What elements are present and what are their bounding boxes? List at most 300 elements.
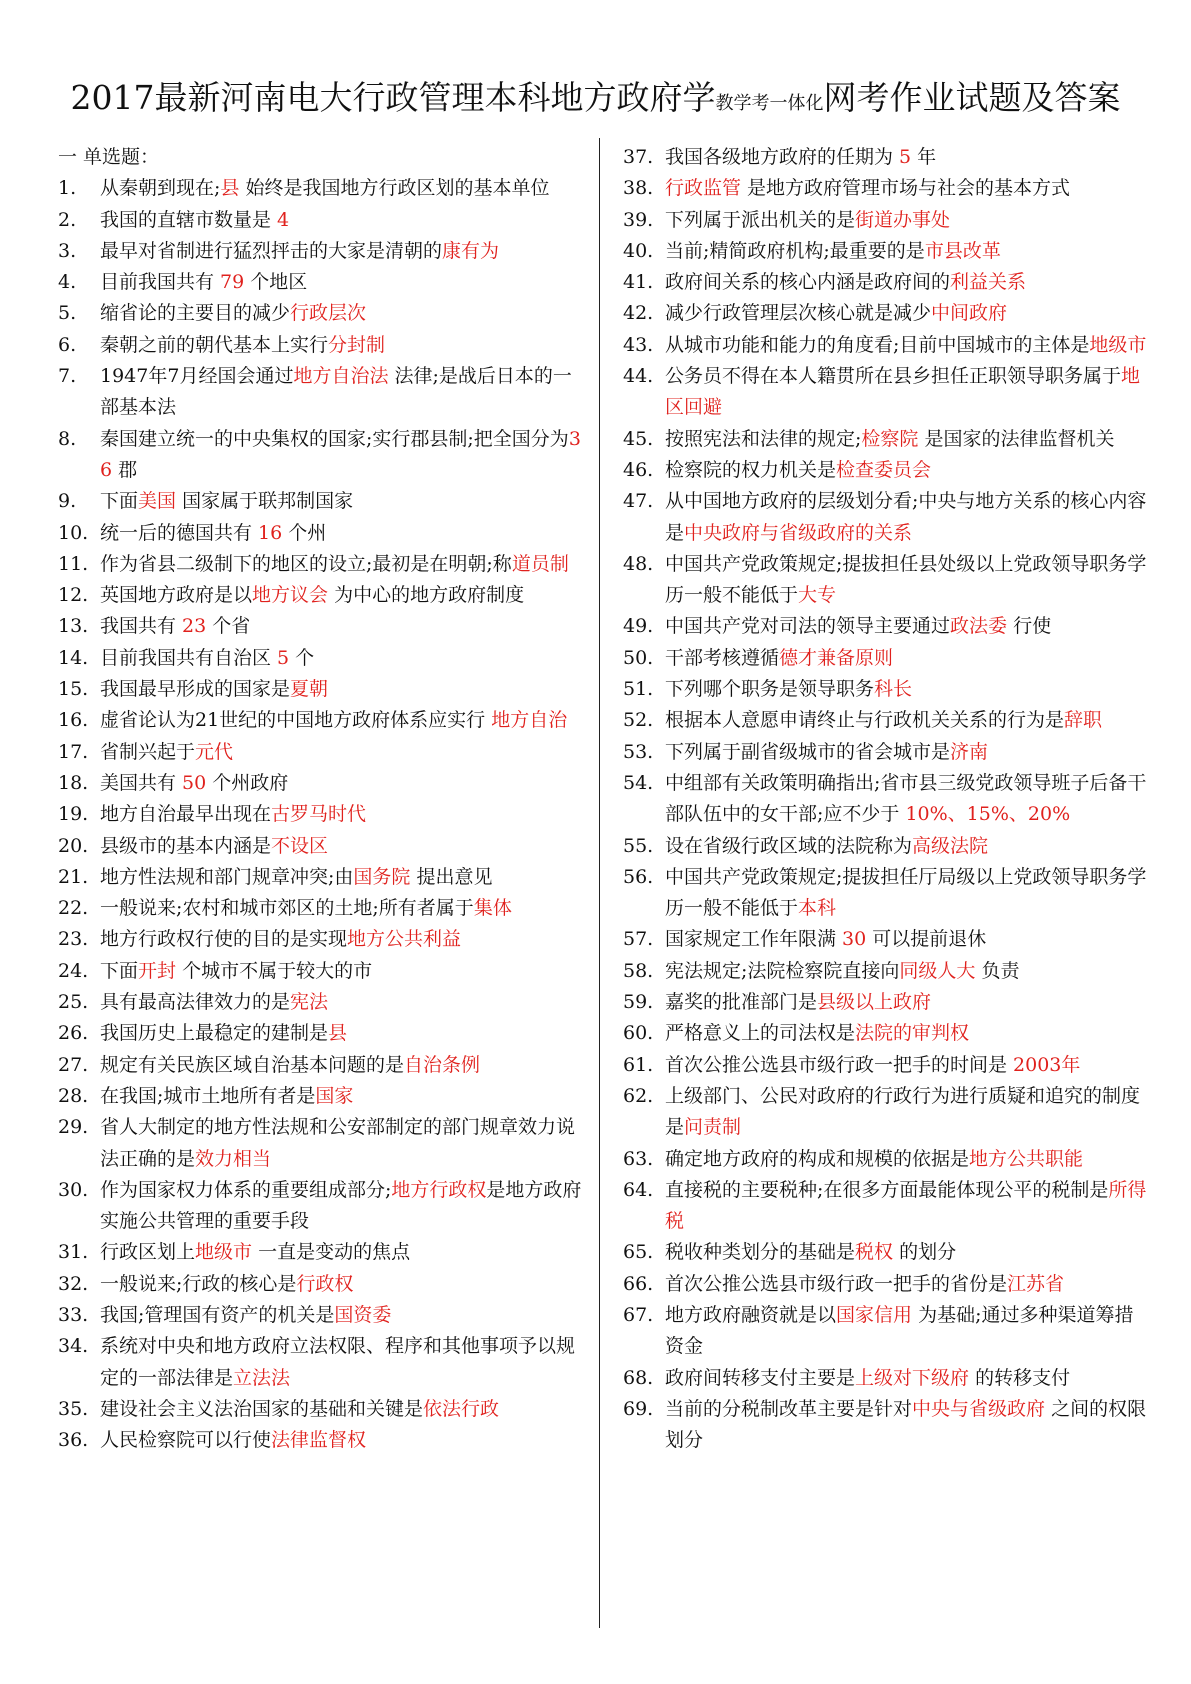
answer-text: 同级人大 bbox=[899, 959, 976, 982]
prompt-text: 检察院的权力机关是 bbox=[665, 458, 837, 481]
question-text bbox=[665, 455, 1148, 486]
question-item bbox=[623, 924, 1148, 955]
prompt-text: 个城市不属于较大的市 bbox=[176, 959, 373, 982]
question-item bbox=[623, 1081, 1148, 1144]
question-number: 37. bbox=[623, 146, 654, 168]
question-number: 41. bbox=[623, 271, 654, 294]
question-text bbox=[100, 1269, 583, 1300]
prompt-text: 人民检察院可以行使 bbox=[100, 1429, 272, 1452]
question-number: 39. bbox=[623, 208, 654, 231]
question-item bbox=[58, 1300, 583, 1331]
question-number: 63. bbox=[623, 1147, 654, 1170]
question-number: 52. bbox=[623, 709, 654, 732]
question-item bbox=[623, 1018, 1148, 1049]
prompt-text: 虚省论认为21世纪的中国地方政府体系应实行 bbox=[100, 709, 492, 732]
prompt-text: 地方政府融资就是以 bbox=[665, 1303, 837, 1326]
question-item bbox=[623, 455, 1148, 486]
question-item bbox=[623, 1363, 1148, 1394]
answer-text: 美国 bbox=[138, 490, 177, 513]
question-text bbox=[100, 486, 583, 517]
question-text bbox=[100, 580, 583, 611]
answer-text: 79 bbox=[220, 271, 245, 294]
question-number: 33. bbox=[58, 1303, 89, 1326]
question-item bbox=[623, 1269, 1148, 1300]
answer-text: 国务院 bbox=[353, 865, 411, 888]
question-number: 43. bbox=[623, 333, 654, 356]
question-text bbox=[100, 674, 583, 705]
question-text bbox=[665, 1363, 1148, 1394]
question-number: 5. bbox=[58, 302, 77, 325]
question-number: 28. bbox=[58, 1084, 89, 1107]
question-number: 44. bbox=[623, 365, 654, 388]
answer-text: 地方行政权 bbox=[391, 1178, 487, 1201]
prompt-text: 公务员不得在本人籍贯所在县乡担任正职领导职务属于 bbox=[665, 365, 1122, 388]
question-text bbox=[665, 643, 1148, 674]
question-text bbox=[100, 831, 583, 862]
question-item bbox=[58, 1112, 583, 1175]
prompt-text: 行政区划上 bbox=[100, 1241, 196, 1264]
question-text bbox=[100, 330, 583, 361]
question-text bbox=[100, 956, 583, 987]
question-item bbox=[58, 1331, 583, 1394]
question-number: 1. bbox=[58, 177, 77, 200]
prompt-text: 从城市功能和能力的角度看;目前中国城市的主体是 bbox=[665, 333, 1090, 356]
answer-text: 集体 bbox=[473, 897, 512, 920]
question-number: 19. bbox=[58, 803, 89, 826]
question-text bbox=[100, 987, 583, 1018]
answer-text: 高级法院 bbox=[912, 834, 989, 857]
question-number: 18. bbox=[58, 771, 89, 794]
answer-text: 地方公共利益 bbox=[347, 928, 462, 951]
question-text bbox=[665, 173, 1148, 204]
question-number: 36. bbox=[58, 1429, 89, 1452]
question-number: 21. bbox=[58, 865, 89, 888]
prompt-text: 一般说来;行政的核心是 bbox=[100, 1272, 297, 1295]
title-subscript: 教学考一体化 bbox=[715, 93, 824, 114]
question-number: 6. bbox=[58, 333, 77, 356]
prompt-text: 下列属于派出机关的是 bbox=[665, 208, 856, 231]
question-text bbox=[665, 611, 1148, 642]
prompt-text: 年 bbox=[911, 146, 937, 168]
question-number: 11. bbox=[58, 552, 89, 575]
answer-text: 地级市 bbox=[195, 1241, 253, 1264]
answer-text: 50 bbox=[182, 771, 207, 794]
question-number: 69. bbox=[623, 1397, 654, 1420]
prompt-text: 地方性法规和部门规章冲突;由 bbox=[100, 865, 354, 888]
right-question-list bbox=[623, 142, 1148, 1456]
question-item bbox=[623, 956, 1148, 987]
question-item bbox=[623, 486, 1148, 549]
answer-text: 行政监管 bbox=[665, 177, 742, 200]
title-main-after: 网考作业试题及答案 bbox=[823, 78, 1121, 117]
prompt-text: 秦朝之前的朝代基本上实行 bbox=[100, 333, 329, 356]
prompt-text: 中国共产党政策规定;提拔担任县处级以上党政领导职务学历一般不能低于 bbox=[665, 552, 1147, 607]
answer-text: 夏朝 bbox=[290, 678, 329, 701]
right-column bbox=[623, 142, 1148, 1456]
answer-text: 江苏省 bbox=[1007, 1272, 1065, 1295]
prompt-text: 可以提前退休 bbox=[866, 928, 987, 951]
question-number: 60. bbox=[623, 1022, 654, 1045]
question-number: 16. bbox=[58, 709, 89, 732]
question-text bbox=[665, 1269, 1148, 1300]
answer-text: 县 bbox=[220, 177, 240, 200]
prompt-text: 个州 bbox=[282, 521, 327, 544]
prompt-text: 中组部有关政策明确指出;省市县三级党政领导班子后备干部队伍中的女干部;应不少于 bbox=[665, 771, 1147, 826]
question-number: 25. bbox=[58, 991, 89, 1014]
question-text bbox=[100, 1081, 583, 1112]
question-item bbox=[58, 1237, 583, 1268]
prompt-text: 我国的直辖市数量是 bbox=[100, 208, 278, 231]
answer-text: 检查委员会 bbox=[836, 458, 932, 481]
prompt-text: 从秦朝到现在; bbox=[100, 177, 221, 200]
question-number: 65. bbox=[623, 1241, 654, 1264]
prompt-text: 确定地方政府的构成和规模的依据是 bbox=[665, 1147, 970, 1170]
prompt-text: 作为国家权力体系的重要组成部分; bbox=[100, 1178, 392, 1201]
prompt-text: 中国共产党对司法的领导主要通过 bbox=[665, 615, 951, 638]
prompt-text: 下面 bbox=[100, 959, 139, 982]
question-text bbox=[100, 924, 583, 955]
prompt-text: 中国共产党政策规定;提拔担任厅局级以上党政领导职务学历一般不能低于 bbox=[665, 865, 1147, 920]
question-number: 54. bbox=[623, 771, 654, 794]
prompt-text: 作为省县二级制下的地区的设立;最初是在明朝;称 bbox=[100, 552, 512, 575]
answer-text: 地方自治法 bbox=[293, 365, 389, 388]
question-item bbox=[623, 267, 1148, 298]
prompt-text: 是国家的法律监督机关 bbox=[918, 427, 1115, 450]
prompt-text: 法律;是战后日本的一部基本法 bbox=[100, 365, 572, 419]
question-item bbox=[58, 737, 583, 768]
prompt-text: 下列属于副省级城市的省会城市是 bbox=[665, 740, 951, 763]
question-text bbox=[100, 298, 583, 329]
question-item bbox=[623, 236, 1148, 267]
prompt-text: 县级市的基本内涵是 bbox=[100, 834, 272, 857]
answer-text: 36 bbox=[100, 427, 581, 481]
answer-text: 立法法 bbox=[233, 1366, 291, 1389]
prompt-text: 直接税的主要税种;在很多方面最能体现公平的税制是 bbox=[665, 1178, 1109, 1201]
question-text bbox=[665, 142, 1148, 173]
question-number: 9. bbox=[58, 490, 77, 513]
question-number: 31. bbox=[58, 1241, 89, 1264]
question-item bbox=[58, 831, 583, 862]
prompt-text: 下面 bbox=[100, 490, 139, 513]
question-item bbox=[623, 737, 1148, 768]
prompt-text: 国家属于联邦制国家 bbox=[176, 490, 354, 513]
question-item bbox=[623, 1237, 1148, 1268]
answer-text: 济南 bbox=[950, 740, 989, 763]
prompt-text: 根据本人意愿申请终止与行政机关关系的行为是 bbox=[665, 709, 1065, 732]
question-item bbox=[58, 518, 583, 549]
question-item bbox=[623, 1300, 1148, 1363]
question-number: 22. bbox=[58, 897, 89, 920]
answer-text: 国资委 bbox=[334, 1303, 392, 1326]
question-item bbox=[58, 1175, 583, 1238]
question-number: 59. bbox=[623, 991, 654, 1014]
prompt-text: 国家规定工作年限满 bbox=[665, 928, 843, 951]
question-number: 57. bbox=[623, 928, 654, 951]
left-column bbox=[58, 142, 583, 1456]
answer-text: 税权 bbox=[855, 1241, 894, 1264]
question-number: 56. bbox=[623, 865, 654, 888]
prompt-text: 首次公推公选县市级行政一把手的省份是 bbox=[665, 1272, 1008, 1295]
answer-text: 市县改革 bbox=[924, 239, 1001, 262]
question-item bbox=[623, 1144, 1148, 1175]
prompt-text: 1947年7月经国会通过 bbox=[100, 365, 294, 388]
answer-text: 政法委 bbox=[950, 615, 1008, 638]
prompt-text: 之间的权限划分 bbox=[665, 1397, 1147, 1452]
prompt-text: 当前的分税制改革主要是针对 bbox=[665, 1397, 913, 1420]
prompt-text: 一般说来;农村和城市郊区的土地;所有者属于 bbox=[100, 897, 474, 920]
question-item bbox=[623, 768, 1148, 831]
question-number: 17. bbox=[58, 740, 89, 763]
answer-text: 德才兼备原则 bbox=[779, 646, 894, 669]
prompt-text: 我国最早形成的国家是 bbox=[100, 678, 291, 701]
prompt-text: 个地区 bbox=[244, 271, 308, 294]
question-number: 51. bbox=[623, 678, 654, 701]
prompt-text: 一直是变动的焦点 bbox=[252, 1241, 411, 1264]
question-item bbox=[58, 549, 583, 580]
answer-text: 检察院 bbox=[861, 427, 919, 450]
column-divider bbox=[599, 138, 600, 1628]
question-item bbox=[623, 361, 1148, 424]
question-number: 8. bbox=[58, 427, 77, 450]
question-number: 35. bbox=[58, 1397, 89, 1420]
question-number: 64. bbox=[623, 1178, 654, 1201]
question-text bbox=[100, 862, 583, 893]
answer-text: 自治条例 bbox=[404, 1053, 481, 1076]
question-item bbox=[58, 580, 583, 611]
question-number: 38. bbox=[623, 177, 654, 200]
prompt-text: 下列哪个职务是领导职务 bbox=[665, 678, 875, 701]
question-number: 47. bbox=[623, 490, 654, 513]
question-number: 10. bbox=[58, 521, 89, 544]
question-number: 61. bbox=[623, 1053, 654, 1076]
answer-text: 康有为 bbox=[442, 239, 500, 262]
question-item bbox=[623, 987, 1148, 1018]
prompt-text: 秦国建立统一的中央集权的国家;实行郡县制;把全国分为 bbox=[100, 427, 569, 450]
question-number: 50. bbox=[623, 646, 654, 669]
answer-text: 中央与省级政府 bbox=[912, 1397, 1046, 1420]
answer-text: 行政层次 bbox=[290, 302, 367, 325]
question-text bbox=[665, 330, 1148, 361]
question-item bbox=[58, 893, 583, 924]
question-text bbox=[665, 1081, 1148, 1144]
question-text bbox=[665, 924, 1148, 955]
prompt-text: 省制兴起于 bbox=[100, 740, 196, 763]
question-text bbox=[665, 768, 1148, 831]
answer-text: 5 bbox=[899, 146, 912, 168]
question-text bbox=[100, 799, 583, 830]
answer-text: 上级对下级府 bbox=[855, 1366, 970, 1389]
question-text bbox=[665, 1237, 1148, 1268]
question-text bbox=[665, 236, 1148, 267]
question-item bbox=[623, 705, 1148, 736]
answer-text: 不设区 bbox=[271, 834, 329, 857]
question-text bbox=[100, 611, 583, 642]
question-item bbox=[623, 205, 1148, 236]
answer-text: 利益关系 bbox=[950, 271, 1027, 294]
question-text bbox=[665, 486, 1148, 549]
question-text bbox=[100, 705, 583, 736]
question-text bbox=[100, 361, 583, 424]
answer-text: 16 bbox=[258, 521, 283, 544]
answer-text: 地方公共职能 bbox=[969, 1147, 1084, 1170]
question-text bbox=[665, 361, 1148, 424]
question-text bbox=[100, 643, 583, 674]
answer-text: 县级以上政府 bbox=[817, 991, 932, 1014]
prompt-text: 个州政府 bbox=[206, 771, 289, 794]
prompt-text: 我国各级地方政府的任期为 bbox=[665, 146, 900, 168]
prompt-text: 我国共有 bbox=[100, 615, 183, 638]
prompt-text: 税收种类划分的基础是 bbox=[665, 1241, 856, 1264]
answer-text: 元代 bbox=[195, 740, 234, 763]
question-text bbox=[100, 1300, 583, 1331]
question-text bbox=[665, 1018, 1148, 1049]
question-number: 32. bbox=[58, 1272, 89, 1295]
question-text bbox=[665, 1144, 1148, 1175]
answer-text: 地区回避 bbox=[665, 365, 1141, 419]
answer-text: 地级市 bbox=[1089, 333, 1147, 356]
answer-text: 所得税 bbox=[665, 1178, 1147, 1233]
question-number: 30. bbox=[58, 1178, 89, 1201]
answer-text: 依法行政 bbox=[423, 1397, 500, 1420]
prompt-text: 严格意义上的司法权是 bbox=[665, 1022, 856, 1045]
question-text bbox=[100, 1331, 583, 1394]
question-text bbox=[665, 424, 1148, 455]
question-item bbox=[58, 611, 583, 642]
answer-text: 2003年 bbox=[1013, 1053, 1081, 1076]
answer-text: 中央政府与省级政府的关系 bbox=[684, 521, 913, 544]
question-text bbox=[665, 737, 1148, 768]
answer-text: 23 bbox=[182, 615, 207, 638]
question-number: 34. bbox=[58, 1335, 89, 1358]
prompt-text: 减少行政管理层次核心就是减少 bbox=[665, 302, 932, 325]
question-number: 66. bbox=[623, 1272, 654, 1295]
answer-text: 法律监督权 bbox=[271, 1429, 367, 1452]
question-number: 23. bbox=[58, 928, 89, 951]
answer-text: 辞职 bbox=[1064, 709, 1103, 732]
question-text bbox=[100, 549, 583, 580]
prompt-text: 为基础;通过多种渠道筹措资金 bbox=[665, 1303, 1134, 1358]
prompt-text: 政府间转移支付主要是 bbox=[665, 1366, 856, 1389]
question-item bbox=[623, 173, 1148, 204]
prompt-text: 我国;管理国有资产的机关是 bbox=[100, 1303, 335, 1326]
answer-text: 开封 bbox=[138, 959, 177, 982]
prompt-text: 缩省论的主要目的减少 bbox=[100, 302, 291, 325]
question-item bbox=[58, 1425, 583, 1456]
question-item bbox=[58, 1050, 583, 1081]
question-text bbox=[100, 1394, 583, 1425]
question-number: 58. bbox=[623, 959, 654, 982]
prompt-text: 地方自治最早出现在 bbox=[100, 803, 272, 826]
prompt-text: 始终是我国地方行政区划的基本单位 bbox=[239, 177, 550, 200]
prompt-text: 政府间关系的核心内涵是政府间的 bbox=[665, 271, 951, 294]
prompt-text: 宪法规定;法院检察院直接向 bbox=[665, 959, 900, 982]
prompt-text: 个省 bbox=[206, 615, 251, 638]
answer-text: 法院的审判权 bbox=[855, 1022, 970, 1045]
question-text bbox=[665, 705, 1148, 736]
prompt-text: 首次公推公选县市级行政一把手的时间是 bbox=[665, 1053, 1014, 1076]
answer-text: 科长 bbox=[874, 678, 913, 701]
question-item bbox=[58, 643, 583, 674]
question-number: 45. bbox=[623, 427, 654, 450]
question-item bbox=[58, 205, 583, 236]
question-text bbox=[665, 987, 1148, 1018]
question-text bbox=[665, 205, 1148, 236]
question-number: 40. bbox=[623, 239, 654, 262]
prompt-text: 建设社会主义法治国家的基础和关键是 bbox=[100, 1397, 424, 1420]
prompt-text: 负责 bbox=[975, 959, 1020, 982]
prompt-text: 统一后的德国共有 bbox=[100, 521, 259, 544]
question-text bbox=[100, 236, 583, 267]
prompt-text: 设在省级行政区域的法院称为 bbox=[665, 834, 913, 857]
prompt-text: 干部考核遵循 bbox=[665, 646, 780, 669]
question-text bbox=[100, 1050, 583, 1081]
answer-text: 效力相当 bbox=[195, 1147, 272, 1170]
question-number: 24. bbox=[58, 959, 89, 982]
question-number: 42. bbox=[623, 302, 654, 325]
prompt-text: 目前我国共有自治区 bbox=[100, 646, 278, 669]
question-text bbox=[100, 893, 583, 924]
question-text bbox=[100, 1018, 583, 1049]
question-text bbox=[665, 1050, 1148, 1081]
question-item bbox=[623, 1394, 1148, 1457]
question-text bbox=[100, 1112, 583, 1175]
question-text bbox=[665, 956, 1148, 987]
question-number: 29. bbox=[58, 1116, 89, 1139]
question-item bbox=[58, 361, 583, 424]
question-item bbox=[623, 298, 1148, 329]
title-main-before: 2017最新河南电大行政管理本科地方政府学 bbox=[70, 78, 716, 117]
question-number: 3. bbox=[58, 239, 77, 262]
question-item bbox=[58, 486, 583, 517]
question-number: 62. bbox=[623, 1084, 654, 1107]
question-item bbox=[58, 330, 583, 361]
question-item bbox=[623, 643, 1148, 674]
question-item bbox=[623, 674, 1148, 705]
question-text bbox=[100, 267, 583, 298]
answer-text: 道员制 bbox=[511, 552, 569, 575]
prompt-text: 个 bbox=[289, 646, 315, 669]
question-number: 26. bbox=[58, 1022, 89, 1045]
question-text bbox=[665, 298, 1148, 329]
answer-text: 分封制 bbox=[328, 333, 386, 356]
question-item bbox=[623, 831, 1148, 862]
answer-text: 国家信用 bbox=[836, 1303, 913, 1326]
question-number: 46. bbox=[623, 458, 654, 481]
prompt-text: 是地方政府管理市场与社会的基本方式 bbox=[741, 177, 1071, 200]
prompt-text: 为中心的地方政府制度 bbox=[328, 584, 525, 607]
question-text bbox=[100, 1237, 583, 1268]
answer-text: 国家 bbox=[315, 1084, 354, 1107]
question-text bbox=[665, 267, 1148, 298]
answer-text: 4 bbox=[277, 208, 290, 231]
question-item bbox=[623, 424, 1148, 455]
question-item bbox=[58, 173, 583, 204]
question-item bbox=[623, 1175, 1148, 1238]
section-heading: 一 单选题： bbox=[58, 146, 160, 168]
question-item bbox=[623, 1050, 1148, 1081]
answer-text: 地方自治 bbox=[491, 709, 568, 732]
prompt-text: 当前;精简政府机构;最重要的是 bbox=[665, 239, 925, 262]
question-item bbox=[58, 705, 583, 736]
answer-text: 本科 bbox=[798, 897, 837, 920]
question-number: 27. bbox=[58, 1053, 89, 1076]
prompt-text: 具有最高法律效力的是 bbox=[100, 991, 291, 1014]
prompt-text: 嘉奖的批准部门是 bbox=[665, 991, 818, 1014]
prompt-text: 目前我国共有 bbox=[100, 271, 221, 294]
answer-text: 街道办事处 bbox=[855, 208, 951, 231]
question-item bbox=[58, 1018, 583, 1049]
question-item bbox=[623, 611, 1148, 642]
